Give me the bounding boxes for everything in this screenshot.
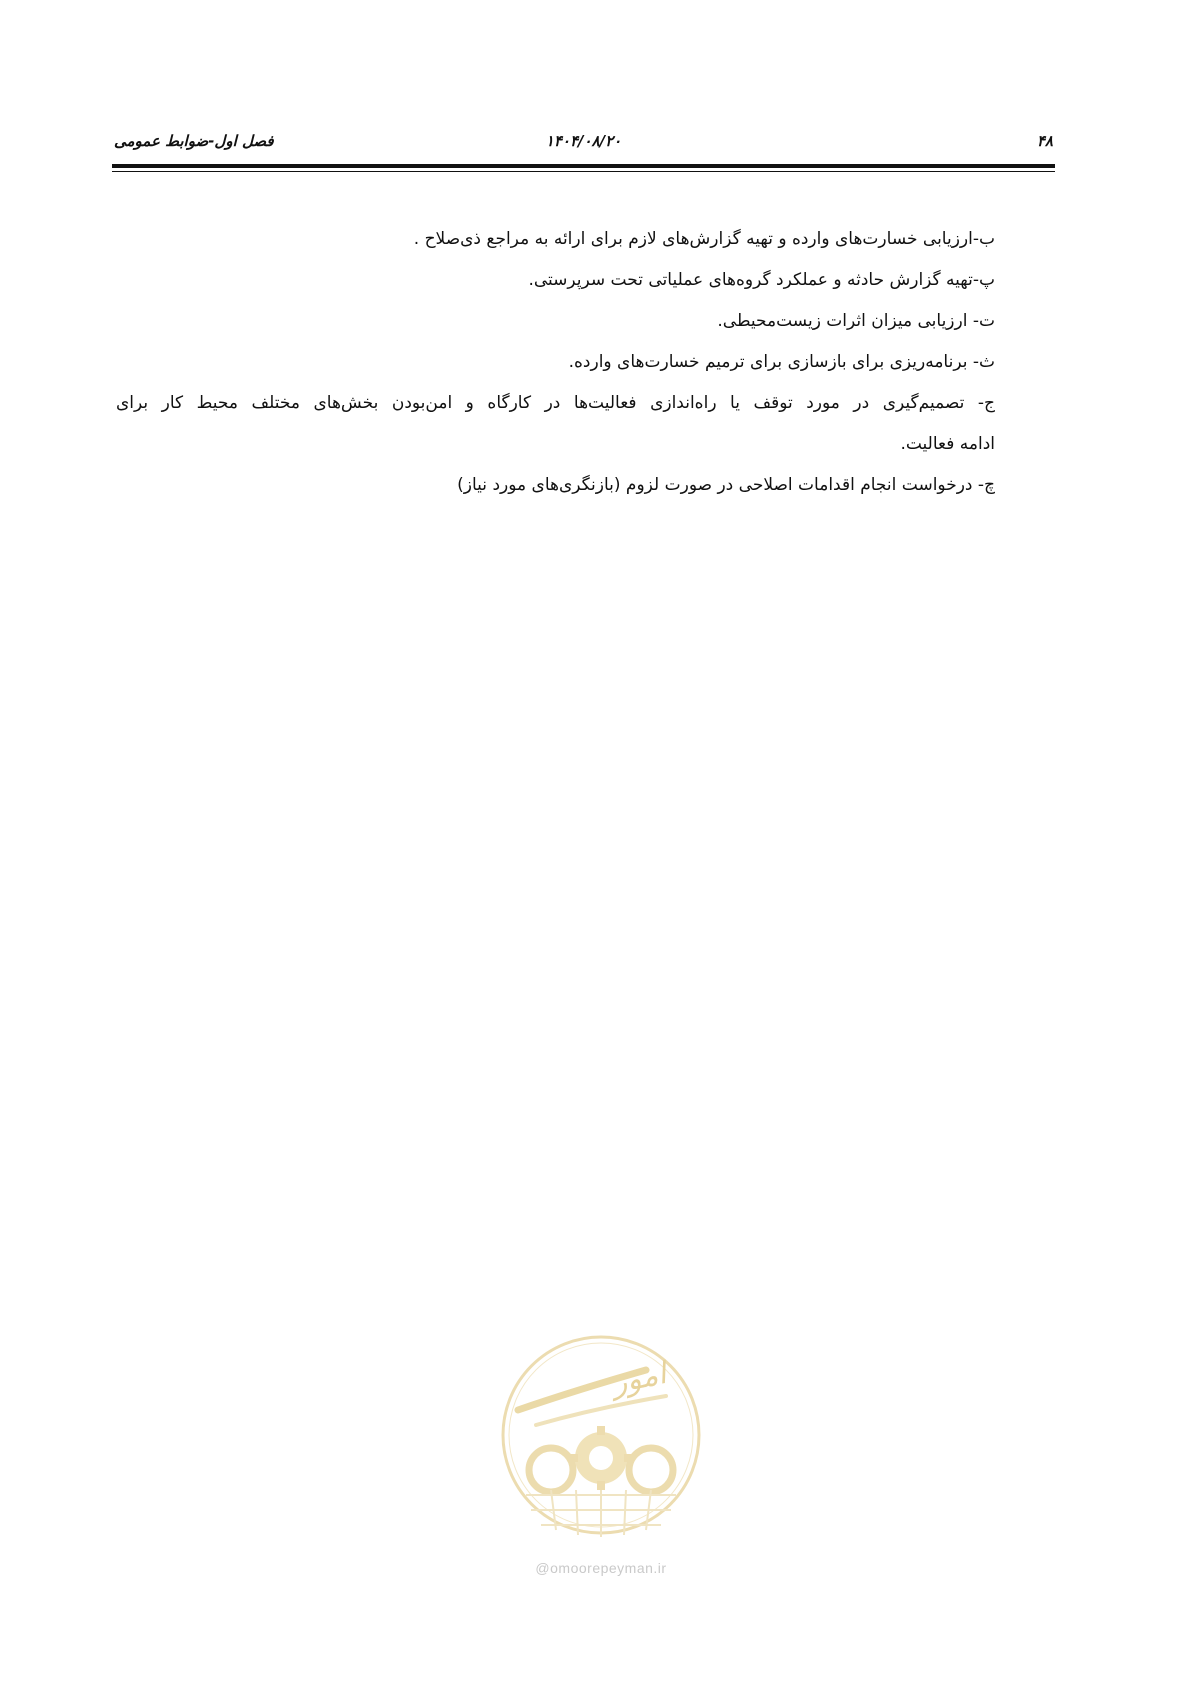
paragraph-j: ج- تصمیم‌گیری در مورد توقف یا راه‌اندازی فعالیت‌ها در کارگاه و امن‌بودن بخش‌های مختلف محیط کار برای	[116, 393, 995, 413]
logo-lettering: امور	[608, 1355, 670, 1402]
header-rule-thin	[112, 171, 1055, 172]
watermark-url: @omoorepeyman.ir	[535, 1560, 667, 1576]
paragraph-t: ت- ارزیابی میزان اثرات زیست‌محیطی.	[717, 311, 995, 331]
page-header	[112, 124, 1055, 160]
watermark-logo	[496, 1330, 706, 1630]
paragraph-p: پ-تهیه گزارش حادثه و عملکرد گروه‌های عملیاتی تحت سرپرستی.	[528, 270, 995, 290]
page-number: ۴۸	[1036, 132, 1053, 150]
body-text	[116, 219, 995, 506]
paragraph-j-continuation: ادامه فعالیت.	[900, 434, 995, 454]
chapter-title: فصل اول-ضوابط عمومی	[114, 132, 274, 150]
paragraph-b: ب-ارزیابی خسارت‌های وارده و تهیه گزارش‌های لازم برای ارائه به مراجع ذی‌صلاح .	[413, 229, 995, 249]
header-date: ۱۴۰۴/۰۸/۲۰	[545, 132, 622, 150]
paragraph-ch: چ- درخواست انجام اقدامات اصلاحی در صورت لزوم (بازنگری‌های مورد نیاز)	[457, 475, 995, 495]
header-rule-thick	[112, 164, 1055, 168]
logo-emblem-icon	[496, 1330, 706, 1550]
paragraph-s: ث- برنامه‌ریزی برای بازسازی برای ترمیم خسارت‌های وارده.	[568, 352, 995, 372]
